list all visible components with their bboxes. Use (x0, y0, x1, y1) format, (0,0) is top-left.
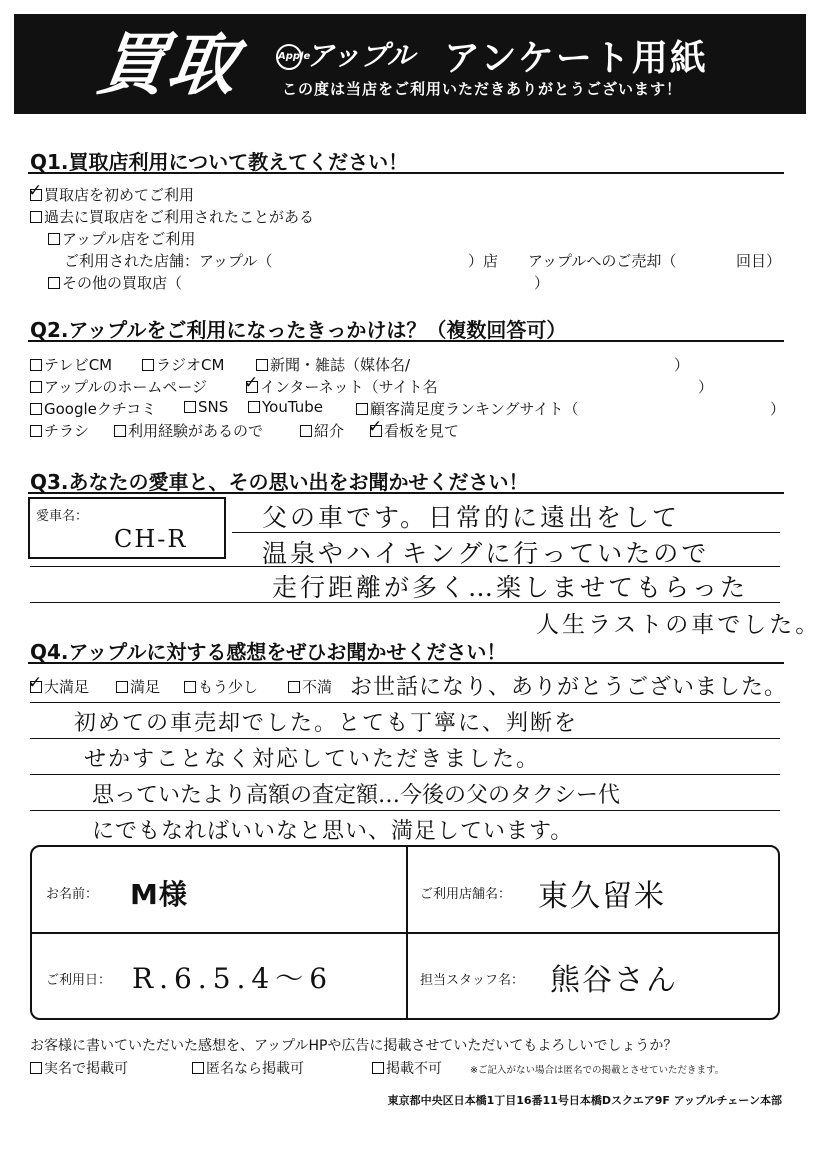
car-name-box[interactable] (28, 497, 226, 559)
car-name-value: CH-R (114, 525, 188, 553)
checkbox-checked-icon[interactable] (30, 681, 42, 693)
checkbox-checked-icon[interactable] (30, 189, 42, 201)
checkbox-icon[interactable] (30, 425, 42, 437)
q4-answer-line-3: せかすことなく対応していただきました。 (84, 747, 541, 772)
q2-option-sns[interactable]: SNS (184, 398, 228, 416)
consent-option-anonymous[interactable]: 匿名なら掲載可 (192, 1058, 304, 1078)
q2-option-homepage[interactable]: アップルのホームページ (30, 376, 207, 397)
q4-answer-line-2: 初めての車売却でした。とても丁寧に、判断を (74, 711, 579, 736)
checkbox-icon[interactable] (116, 681, 128, 693)
q4-answer-line-4: 思っていたより高額の査定額…今後の父のタクシー代 (92, 783, 621, 808)
checkbox-icon[interactable] (48, 233, 60, 245)
car-name-label: 愛車名： (36, 509, 89, 524)
q4-answer-line-5: にでもなればいいなと思い、満足しています。 (92, 819, 574, 844)
q2-row3-close: ） (770, 400, 786, 418)
q2-option-flyer[interactable]: チラシ (30, 420, 89, 441)
q1-store-suffix: ）店 (468, 252, 499, 270)
name-value[interactable]: M様 (130, 878, 188, 911)
info-divider-horizontal (32, 932, 778, 934)
checkbox-icon[interactable] (48, 277, 60, 289)
q4-option-very-satisfied[interactable]: ✓大満足 (30, 676, 89, 697)
consent-option-real-name[interactable]: 実名で掲載可 (30, 1058, 128, 1078)
q4-option-dissatisfied[interactable]: 不満 (288, 676, 332, 697)
q1-underline (28, 172, 784, 174)
checkbox-icon[interactable] (184, 401, 196, 413)
checkbox-icon[interactable] (300, 425, 312, 437)
form-header (14, 14, 806, 114)
q3-underline (28, 492, 784, 494)
q2-option-radio-cm[interactable]: ラジオCM (142, 354, 224, 375)
q4-title: Q4.アップルに対する感想をぜひお聞かせください！ (30, 640, 507, 664)
checkbox-icon[interactable] (114, 425, 126, 437)
checkbox-checked-icon[interactable] (246, 381, 258, 393)
q2-option-google[interactable]: Googleクチコミ (30, 398, 156, 419)
q2-title: Q2.アップルをご利用になったきっかけは？（複数回答可） (30, 318, 567, 342)
checkbox-icon[interactable] (356, 403, 368, 415)
consent-question: お客様に書いていただいた感想を、アップルHPや広告に掲載させていただいてもよろしいでしょうか？ (30, 1038, 678, 1054)
store-label: ご利用店舗名： (420, 887, 512, 902)
q4-option-satisfied[interactable]: 満足 (116, 676, 160, 697)
q1-store-name-field[interactable]: ご利用された店舗：アップル（ (64, 252, 273, 270)
q4-answer-line-1: お世話になり、ありがとうございました。 (350, 675, 788, 700)
checkbox-icon[interactable] (288, 681, 300, 693)
q3-answer-line-4: 人生ラストの車でした。 (536, 612, 822, 638)
footer-address: 東京都中央区日本橋1丁目16番11号日本橋Dスクエア9F アップルチェーン本部 (387, 1094, 782, 1107)
q2-option-newspaper[interactable]: 新聞・雑誌（媒体名/ (256, 354, 410, 375)
checkbox-icon[interactable] (184, 681, 196, 693)
form-subtitle: この度は当店をご利用いただきありがとうございます！ (282, 80, 683, 98)
checkbox-icon[interactable] (30, 211, 42, 223)
q1-option-first-time[interactable]: ✓買取店を初めてご利用 (30, 184, 194, 205)
checkbox-icon[interactable] (256, 359, 268, 371)
checkbox-icon[interactable] (30, 359, 42, 371)
apple-logo (276, 34, 415, 74)
q1-option-used-before[interactable]: 過去に買取店をご利用されたことがある (30, 206, 314, 227)
header-badge: 買取 (92, 26, 244, 105)
store-value[interactable]: 東久留米 (538, 879, 666, 914)
q3-answer-line-1: 父の車です。日常的に遠出をして (262, 503, 681, 532)
q2-option-youtube[interactable]: YouTube (248, 398, 323, 416)
q1-sale-count-suffix: 回目） (736, 252, 782, 270)
checkbox-checked-icon[interactable] (370, 425, 382, 437)
checkbox-icon[interactable] (30, 1062, 42, 1074)
q2-option-signboard[interactable]: ✓ 看板を見て (370, 420, 459, 441)
q2-row2-close: ） (698, 378, 714, 396)
date-value[interactable]: R.6.5.4～6 (132, 962, 334, 995)
q4-answer-line (30, 810, 780, 811)
consent-option-no-publish[interactable]: 掲載不可 (372, 1058, 442, 1078)
q1-sale-count-field[interactable]: アップルへのご売却（ (528, 252, 677, 270)
q4-underline (28, 662, 784, 664)
q4-answer-line (30, 774, 780, 775)
checkbox-icon[interactable] (248, 401, 260, 413)
q2-option-referral[interactable]: 紹介 (300, 420, 344, 441)
staff-value[interactable]: 熊谷さん (550, 963, 678, 998)
checkbox-icon[interactable] (372, 1062, 384, 1074)
form-title: アンケート用紙 (444, 38, 708, 79)
checkbox-icon[interactable] (30, 381, 42, 393)
q2-option-ranking-site[interactable]: 顧客満足度ランキングサイト（ (356, 398, 579, 419)
q2-underline (28, 340, 784, 342)
q1-other-store-close: ） (534, 274, 550, 292)
staff-label: 担当スタッフ名： (420, 973, 525, 988)
q1-option-apple-store[interactable]: アップル店をご利用 (48, 228, 195, 249)
q2-row1-close: ） (674, 356, 690, 374)
q4-option-so-so[interactable]: もう少し (184, 676, 258, 697)
name-label: お名前： (46, 887, 99, 902)
apple-logo-mark-icon: Apple (276, 44, 302, 70)
q4-answer-line (30, 702, 780, 703)
checkbox-icon[interactable] (142, 359, 154, 371)
q3-answer-line-2: 温泉やハイキングに行っていたので (262, 539, 710, 568)
checkbox-icon[interactable] (192, 1062, 204, 1074)
apple-logo-text: アップル (306, 39, 415, 72)
date-label: ご利用日： (46, 973, 112, 988)
q2-option-tv-cm[interactable]: テレビCM (30, 354, 112, 375)
consent-note: ※ご記入がない場合は匿名での掲載とさせていただきます。 (470, 1065, 725, 1076)
checkbox-icon[interactable] (30, 403, 42, 415)
q1-option-other-store[interactable]: その他の買取店（ (48, 272, 182, 293)
customer-info-box (30, 845, 780, 1020)
q2-option-internet[interactable]: ✓ インターネット（サイト名 (246, 376, 438, 397)
q4-answer-line (30, 738, 780, 739)
q3-title: Q3.あなたの愛車と、その思い出をお聞かせください！ (30, 470, 529, 494)
q1-title: Q1.買取店利用について教えてください！ (30, 150, 409, 174)
q2-option-experience[interactable]: 利用経験があるので (114, 420, 263, 441)
q3-answer-line-3: 走行距離が多く…楽しませてもらった (272, 573, 749, 602)
